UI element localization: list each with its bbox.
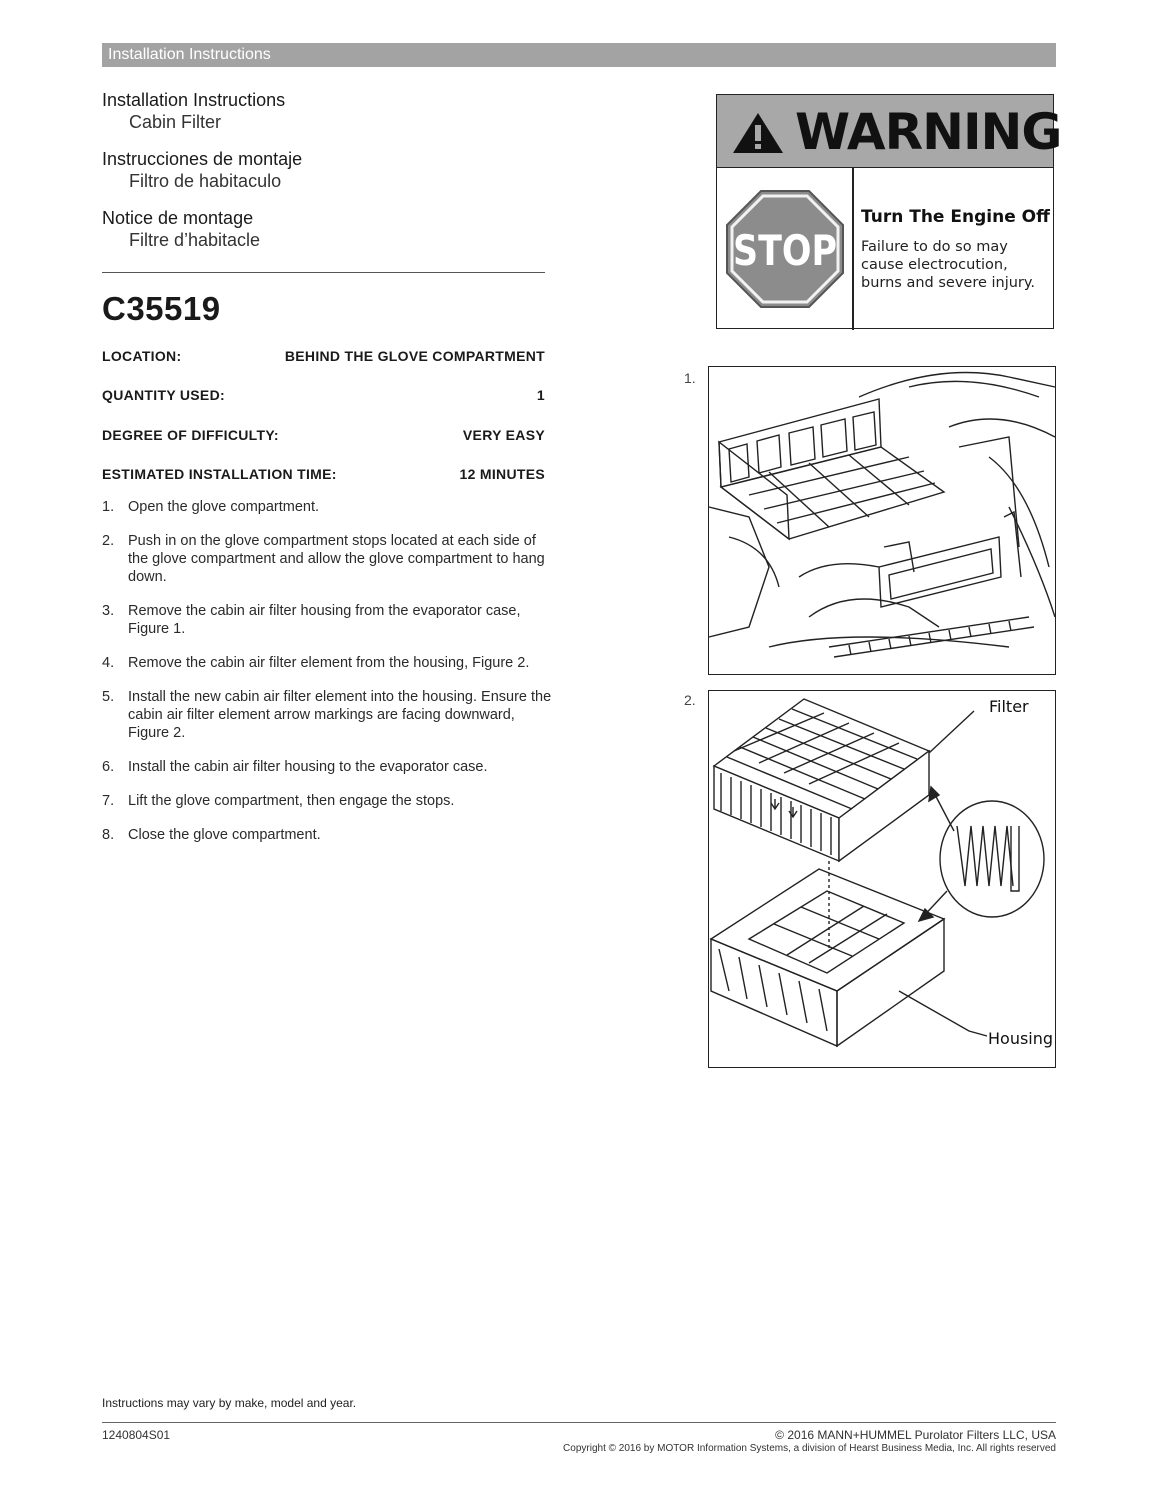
warning-divider	[852, 167, 854, 330]
step-text: Remove the cabin air filter housing from the evaporator case, Figure 1.	[128, 603, 521, 637]
step-item	[102, 498, 552, 516]
footer-note: Instructions may vary by make, model and year.	[102, 1396, 357, 1410]
warning-band	[717, 95, 1062, 168]
step-item	[102, 826, 552, 844]
figure-2	[708, 690, 1056, 1068]
copyright-line-2: Copyright © 2016 by MOTOR Information Systems, a division of Hearst Business Media, Inc. All rights reserved	[563, 1443, 1056, 1454]
title-sub: Filtro de habitaculo	[129, 171, 282, 191]
step-number: 6.	[102, 759, 115, 775]
step-item	[102, 688, 552, 742]
step-number: 5.	[102, 689, 115, 705]
warning-triangle-icon	[731, 111, 785, 155]
figure-2-housing-label: Housing	[988, 1029, 1054, 1048]
title-main: Installation Instructions	[102, 90, 286, 110]
header-bar-label: Installation Instructions	[108, 46, 271, 63]
spec-quantity	[102, 387, 545, 405]
step-number: 1.	[102, 499, 115, 515]
copyright-line-1: © 2016 MANN+HUMMEL Purolator Filters LLC, USA	[775, 1428, 1056, 1442]
header-bar	[102, 43, 1056, 67]
part-number: C35519	[102, 290, 221, 327]
figure-2-filter-label: Filter	[989, 697, 1029, 716]
step-number: 4.	[102, 655, 115, 671]
spec-difficulty	[102, 427, 545, 445]
figure-2-label: 2.	[684, 692, 696, 708]
warning-text: Failure to do so may cause electrocution, burns and severe injury.	[861, 239, 1036, 291]
spec-label: QUANTITY USED:	[102, 387, 225, 403]
title-divider	[102, 272, 545, 273]
title-sub: Cabin Filter	[129, 112, 222, 132]
step-number: 8.	[102, 827, 115, 843]
step-text: Lift the glove compartment, then engage the stops.	[128, 793, 455, 809]
title-spanish	[102, 148, 552, 192]
spec-time	[102, 466, 545, 484]
spec-value: 12 MINUTES	[459, 466, 545, 482]
figure-1-illustration	[709, 367, 1055, 674]
instruction-steps	[102, 498, 552, 860]
title-sub: Filtre d’habitacle	[129, 230, 261, 250]
spec-value: VERY EASY	[462, 427, 545, 443]
title-main: Notice de montage	[102, 208, 254, 228]
step-item	[102, 602, 552, 638]
step-item	[102, 532, 552, 586]
figure-1-label: 1.	[684, 370, 696, 386]
step-text: Remove the cabin air filter element from the housing, Figure 2.	[128, 655, 530, 671]
step-number: 7.	[102, 793, 115, 809]
step-text: Install the cabin air filter housing to the evaporator case.	[128, 759, 488, 775]
stop-sign-text: STOP	[733, 226, 837, 275]
step-item	[102, 654, 552, 672]
footer-divider	[102, 1422, 1056, 1423]
step-item	[102, 792, 552, 810]
step-number: 3.	[102, 603, 115, 619]
spec-label: DEGREE OF DIFFICULTY:	[102, 427, 279, 443]
step-text: Close the glove compartment.	[128, 827, 321, 843]
step-item	[102, 758, 552, 776]
warning-title: Turn The Engine Off	[861, 207, 1050, 227]
figure-2-illustration	[709, 691, 1055, 1067]
spec-location	[102, 348, 545, 366]
stop-sign-icon	[725, 189, 845, 309]
step-text: Install the new cabin air filter element into the housing. Ensure the cabin air filter element arrow markings are facing downward, Figure 2.	[128, 689, 552, 741]
title-english	[102, 89, 552, 133]
warning-panel	[716, 94, 1062, 329]
title-french	[102, 207, 552, 251]
step-text: Push in on the glove compartment stops located at each side of the glove compartment and allow the glove compartment to hang down.	[128, 533, 545, 585]
spec-value: BEHIND THE GLOVE COMPARTMENT	[284, 348, 545, 364]
step-text: Open the glove compartment.	[128, 499, 320, 515]
spec-label: LOCATION:	[102, 348, 182, 364]
title-main: Instrucciones de montaje	[102, 149, 303, 169]
warning-heading: WARNING	[795, 103, 1062, 161]
spec-label: ESTIMATED INSTALLATION TIME:	[102, 466, 337, 482]
spec-value: 1	[536, 387, 545, 403]
figure-1	[708, 366, 1056, 675]
step-number: 2.	[102, 533, 115, 549]
document-code: 1240804S01	[102, 1428, 171, 1442]
